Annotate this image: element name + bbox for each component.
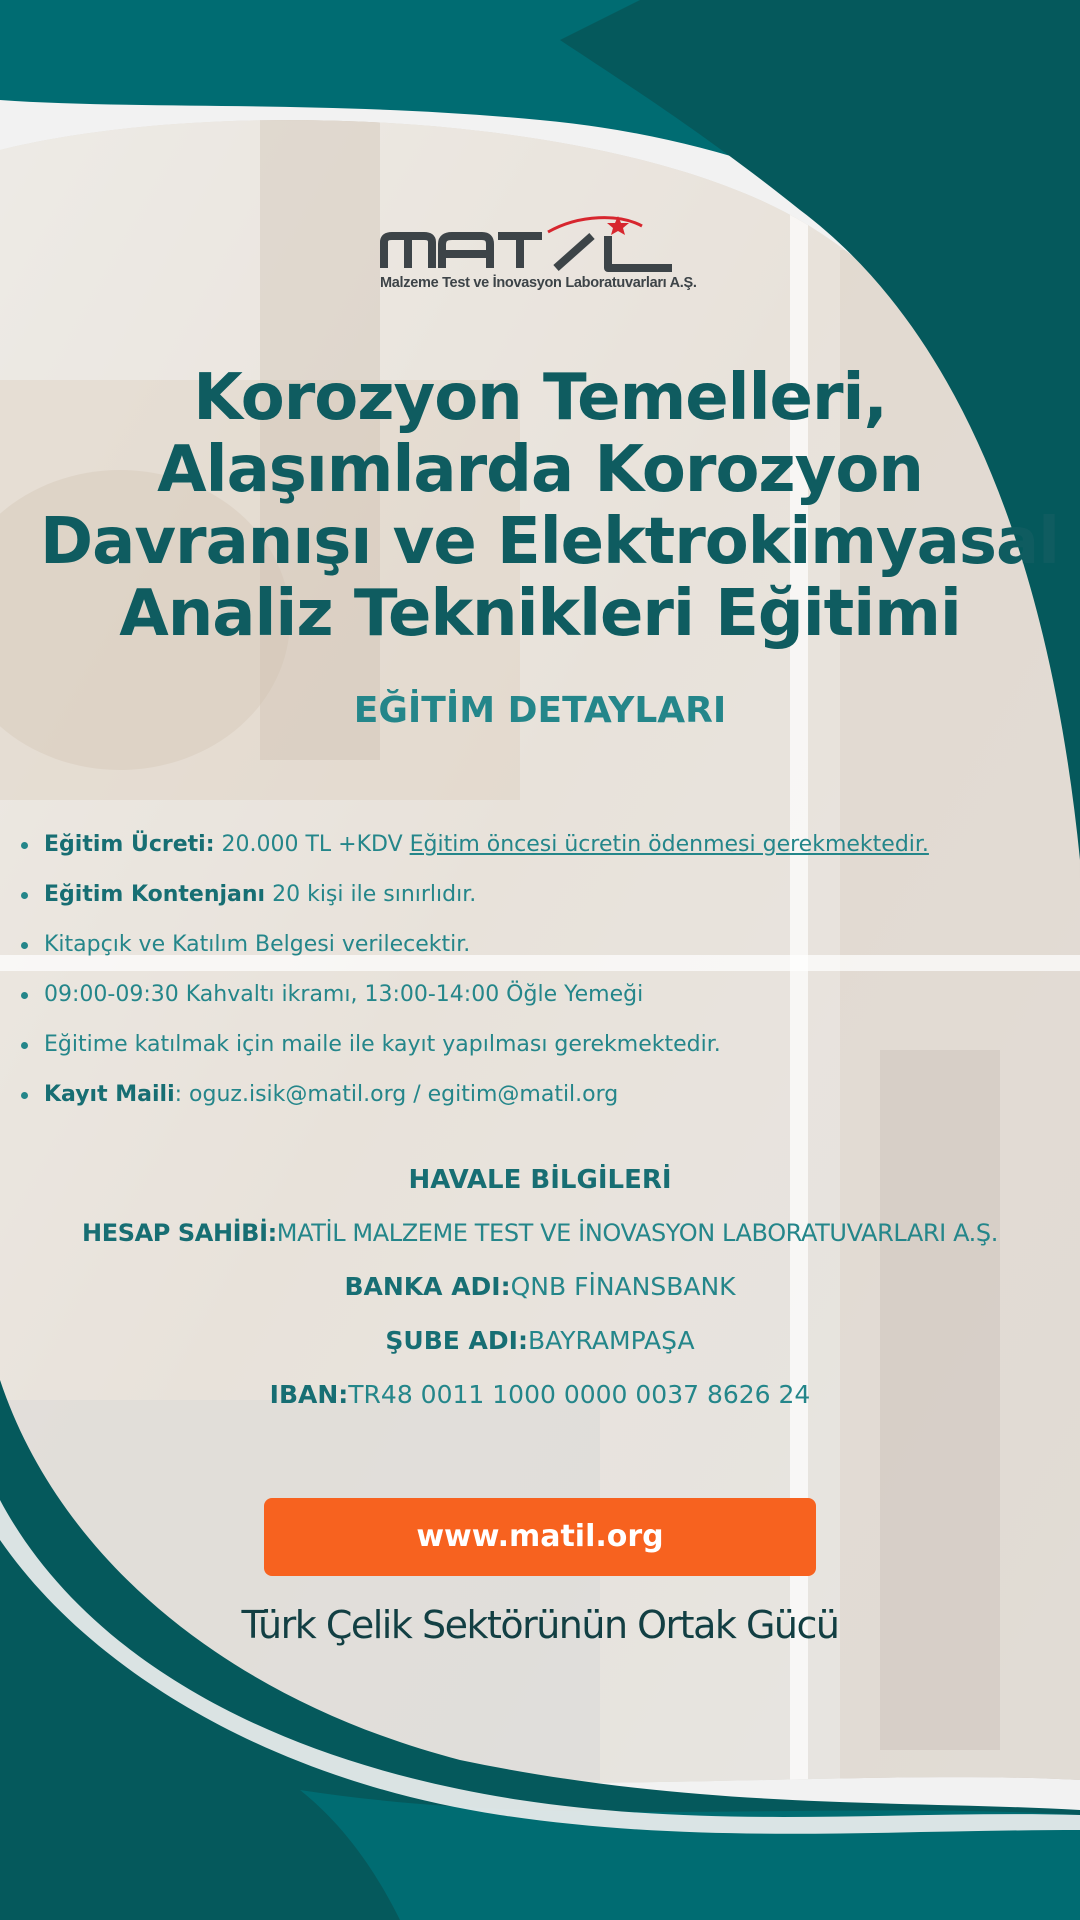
fee-item [44,820,1074,870]
title-line: Alaşımlarda Korozyon [157,433,923,507]
details-list [44,820,1074,1120]
account-holder-label: HESAP SAHİBİ: [82,1219,277,1247]
email-item [44,1070,1074,1120]
website-button[interactable]: www.matil.org [264,1498,816,1576]
iban-value: TR48 0011 1000 0000 0037 8626 24 [348,1380,811,1409]
fee-note: Eğitim öncesi ücretin ödenmesi gerekmektedir. [409,832,929,857]
bank-name-line [0,1260,1080,1314]
account-holder-line [0,1206,1080,1260]
capacity-label: Eğitim Kontenjanı [44,882,266,907]
iban-line [0,1368,1080,1422]
certificate-item [44,920,1074,970]
email-label: Kayıt Maili [44,1082,175,1107]
training-title [40,361,1060,651]
branch-value: BAYRAMPAŞA [527,1326,695,1355]
certificate-text: Kitapçık ve Katılım Belgesi verilecektir. [44,932,471,957]
schedule-item [44,970,1074,1020]
matil-logo [380,212,697,297]
fee-label: Eğitim Ücreti: [44,832,215,857]
branch-label: ŞUBE ADI: [385,1326,528,1355]
title-line: Korozyon Temelleri, [193,361,887,435]
email-addresses[interactable]: : oguz.isik@matil.org / egitim@matil.org [174,1082,619,1107]
logo-subtitle: Malzeme Test ve İnovasyon Laboratuvarları A.Ş. [380,275,697,291]
matil-logo-mark [380,212,680,274]
details-heading: EĞİTİM DETAYLARI [353,690,727,731]
iban-label: IBAN: [269,1380,349,1409]
bank-name-label: BANKA ADI: [344,1272,511,1301]
bank-name-value: QNB FİNANSBANK [510,1272,736,1301]
account-holder-value: MATİL MALZEME TEST VE İNOVASYON LABORATUVARLARI A.Ş. [276,1219,998,1247]
slogan: Türk Çelik Sektörünün Ortak Gücü [241,1603,839,1647]
title-line: Analiz Teknikleri Eğitimi [119,577,961,651]
bank-transfer-info [0,1160,1080,1422]
bank-transfer-heading: HAVALE BİLGİLERİ [408,1165,672,1195]
registration-text: Eğitime katılmak için maile ile kayıt yapılması gerekmektedir. [44,1032,721,1057]
schedule-text: 09:00-09:30 Kahvaltı ikramı, 13:00-14:00 Öğle Yemeği [44,982,644,1007]
branch-line [0,1314,1080,1368]
registration-item [44,1020,1074,1070]
fee-amount: 20.000 TL +KDV [214,832,410,857]
title-line: Davranışı ve Elektrokimyasal [40,505,1060,579]
capacity-item [44,870,1074,920]
capacity-text: 20 kişi ile sınırlıdır. [265,882,477,907]
